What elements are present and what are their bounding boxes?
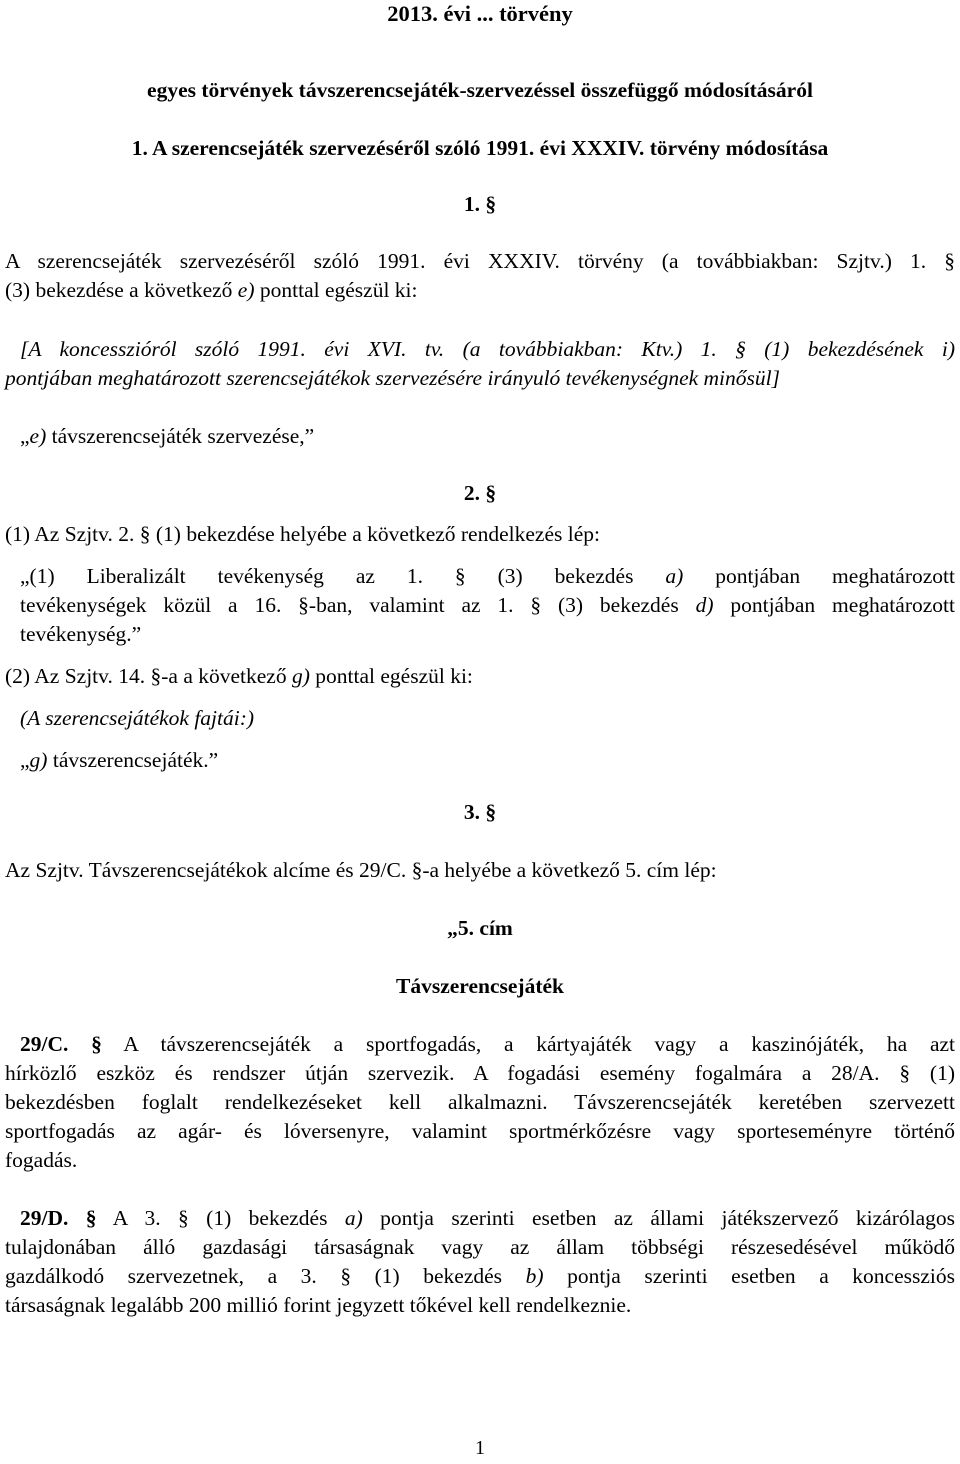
par-29d-line-4: társaságnak legalább 200 millió forint jegyzett tőkével kell rendelkeznie.: [5, 1293, 632, 1317]
quoted-amendment: [20, 426, 314, 448]
point-letter: e): [29, 424, 47, 448]
point-letter: g): [291, 664, 310, 688]
section-2-paragraph-1: (1) Az Szjtv. 2. § (1) bekezdése helyébe a következő rendelkezés lép:: [5, 522, 600, 546]
par-29c-line-1: [20, 1034, 955, 1056]
point-letter: a): [344, 1206, 363, 1230]
chapter-heading: 1. A szerencsejáték szervezéséről szóló 1991. évi XXXIV. törvény módosítása: [131, 136, 829, 160]
text-run: A távszerencsejáték a sportfogadás, a kártyajáték vagy a kaszinójáték, ha azt: [101, 1032, 955, 1056]
point-letter: b): [525, 1264, 544, 1288]
text-run: pontja szerinti esetben a koncessziós: [543, 1264, 955, 1288]
text-run: (3) bekezdése a következő: [5, 278, 238, 302]
point-letter: e): [237, 278, 255, 302]
point-letter: d): [695, 593, 714, 617]
text-run: gazdálkodó szervezetnek, a 3. § (1) bekezdés: [5, 1264, 526, 1288]
text-run: „: [20, 748, 30, 772]
section-3-paragraph-1: Az Szjtv. Távszerencsejátékok alcíme és 29/C. §-a helyébe a következő 5. cím lép:: [5, 858, 717, 882]
par-29c-line-2: hírközlő eszköz és rendszer útján szervezik. A fogadási esemény fogalmára a 28/A. § (1): [5, 1061, 955, 1085]
context-line-2: pontjában meghatározott szerencsejátékok szervezésére irányuló tevékenységnek minősül]: [5, 366, 780, 390]
text-run: (2) Az Szjtv. 14. §-a a következő: [5, 664, 292, 688]
text-run: pontja szerinti esetben az állami játékszervező kizárólagos: [362, 1206, 956, 1230]
text-run: „(1) Liberalizált tevékenység az 1. § (3) bekezdés: [20, 564, 666, 588]
cim-number: „5. cím: [447, 916, 513, 940]
par-29d-line-2: tulajdonában álló gazdasági társaságnak vagy az állam többségi részesedésével működő: [5, 1235, 955, 1259]
text-run: ponttal egészül ki:: [254, 278, 418, 302]
quoted-line-2: [20, 595, 955, 617]
page-number: 1: [475, 1437, 485, 1459]
text-run: távszerencsejáték.”: [47, 748, 219, 772]
text-run: „: [20, 424, 30, 448]
point-letter: g): [29, 748, 48, 772]
cim-title: Távszerencsejáték: [396, 974, 564, 998]
document-title: 2013. évi ... törvény: [387, 1, 573, 26]
paragraph-label: 29/D. §: [20, 1206, 97, 1230]
par-29d-line-1: [20, 1208, 955, 1230]
section-1-number: 1. §: [463, 192, 497, 216]
par-29c-line-4: sportfogadás az agár- és lóversenyre, valamint sportmérkőzésre vagy sporteseményre történő: [5, 1119, 955, 1143]
context-line: (A szerencsejátékok fajtái:): [20, 706, 255, 730]
text-run: ponttal egészül ki:: [309, 664, 473, 688]
text-run: pontjában meghatározott: [683, 564, 955, 588]
text-run: távszerencsejáték szervezése,”: [46, 424, 315, 448]
quoted-line-3: tevékenység.”: [20, 622, 142, 646]
section-2-number: 2. §: [463, 481, 497, 505]
section-1-line-1: A szerencsejáték szervezéséről szóló 1991. évi XXXIV. törvény (a továbbiakban: Szjtv.) 1. §: [5, 249, 955, 273]
quoted-line-1: [20, 566, 955, 588]
text-run: tevékenységek közül a 16. §-ban, valamint az 1. § (3) bekezdés: [20, 593, 696, 617]
section-1-line-2: [5, 280, 418, 302]
document-subtitle: egyes törvények távszerencsejáték-szervezéssel összefüggő módosításáról: [147, 78, 813, 102]
section-3-number: 3. §: [463, 800, 497, 824]
par-29c-line-5: fogadás.: [5, 1148, 78, 1172]
par-29d-line-3: [5, 1266, 955, 1288]
section-2-paragraph-2: [5, 666, 473, 688]
point-letter: a): [665, 564, 684, 588]
quoted-amendment: [20, 750, 218, 772]
par-29c-line-3: bekezdésben foglalt rendelkezéseket kell alkalmazni. Távszerencsejáték keretében szervezett: [5, 1090, 955, 1114]
text-run: A 3. § (1) bekezdés: [96, 1206, 345, 1230]
text-run: pontjában meghatározott: [713, 593, 955, 617]
context-line-1: [A koncesszióról szóló 1991. évi XVI. tv. (a továbbiakban: Ktv.) 1. § (1) bekezdésének i): [20, 337, 955, 361]
paragraph-label: 29/C. §: [20, 1032, 102, 1056]
